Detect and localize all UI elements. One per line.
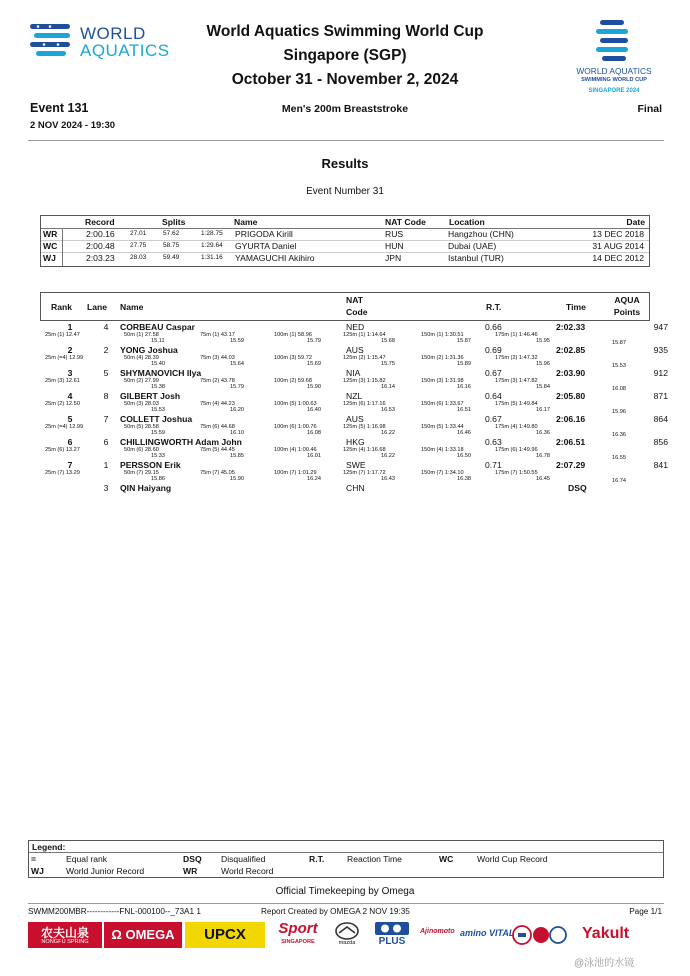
lap-split: 16.10 (230, 430, 244, 436)
athlete-points: 841 (653, 460, 668, 470)
split-75m: 75m (1) 43.17 (200, 332, 235, 338)
split-25m: 25m (=4) 12.99 (45, 424, 84, 430)
split-100m: 100m (1) 58.96 (274, 332, 312, 338)
rec-header-line (41, 228, 649, 229)
athlete-time: 2:06.16 (556, 414, 586, 424)
athlete-rank: 5 (67, 414, 73, 424)
split-25m: 25m (2) 12.50 (45, 401, 80, 407)
split-150m: 150m (6) 1:33.67 (421, 401, 464, 407)
sponsor-nongfu (28, 922, 102, 948)
split-125m: 125m (1) 1:14.64 (343, 332, 386, 338)
athlete-points: 871 (653, 391, 668, 401)
lap-split: 16.16 (457, 384, 471, 390)
sponsor-plus-text: PLUS (378, 936, 406, 947)
lap-split: 16.20 (230, 407, 244, 413)
meet-dates: October 31 - November 2, 2024 (231, 71, 459, 88)
split-125m: 125m (7) 1:17.72 (343, 470, 386, 476)
record-s1: 27.75 (130, 242, 147, 249)
split-25m: 25m (6) 13.27 (45, 447, 80, 453)
legend-code: WR (183, 866, 198, 876)
athlete-time: 2:02.33 (556, 322, 586, 332)
legend-code: WJ (31, 866, 44, 876)
record-s2: 59.49 (163, 254, 180, 261)
sponsor-ajinomoto: Ajinomoto (420, 928, 455, 935)
rec-h-date: Date (626, 217, 645, 227)
res-h-points: Points (613, 307, 641, 317)
results-title: Results (321, 156, 369, 171)
res-h-time: Time (566, 302, 586, 312)
record-s3: 1:28.75 (201, 230, 223, 237)
split-50m: 50m (5) 28.58 (124, 424, 159, 430)
lap-split: 16.46 (457, 430, 471, 436)
athlete-nat: HKG (346, 437, 365, 447)
record-s1: 28.03 (130, 254, 147, 261)
world-aquatics-logo-left (28, 20, 188, 62)
athlete-lane: 4 (103, 322, 109, 332)
split-125m: 125m (5) 1:16.98 (343, 424, 386, 430)
athlete-points: 935 (653, 345, 668, 355)
lap-split: 15.90 (307, 384, 321, 390)
lap-split: 15.38 (151, 384, 165, 390)
lap-split: 16.24 (307, 476, 321, 482)
sponsor-mazda (332, 922, 362, 948)
legend-text: World Cup Record (477, 854, 548, 864)
sponsor-nongfu-sub: NONGFU SPRING (41, 939, 89, 945)
split-175m: 175m (7) 1:50.55 (495, 470, 538, 476)
mazda-logo-icon (332, 922, 362, 940)
record-s3: 1:29.64 (201, 242, 223, 249)
lap-split: 16.45 (536, 476, 550, 482)
lap-split: 15.89 (457, 361, 471, 367)
split-50m: 50m (7) 29.15 (124, 470, 159, 476)
split-75m: 75m (7) 45.05 (200, 470, 235, 476)
record-name: YAMAGUCHI Akihiro (235, 253, 315, 263)
report-created: Report Created by OMEGA 2 NOV 19:35 (261, 907, 410, 916)
res-h-code: Code (346, 307, 368, 317)
split-100m: 100m (6) 1:00.76 (274, 424, 317, 430)
meet-location: Singapore (SGP) (283, 47, 407, 64)
athlete-lane: 8 (103, 391, 109, 401)
watermark: @泳池的水镜 (574, 958, 635, 969)
sponsor-emblems (510, 922, 568, 948)
lap-split: 15.53 (612, 363, 626, 369)
record-row-line (41, 240, 649, 241)
split-150m: 150m (5) 1:33.44 (421, 424, 464, 430)
split-175m: 175m (2) 1:47.32 (495, 355, 538, 361)
legend-code: R.T. (309, 854, 325, 864)
lap-split: 15.33 (151, 453, 165, 459)
lap-split: 15.87 (457, 338, 471, 344)
wave-dots-icon (594, 18, 634, 64)
athlete-rt: 0.64 (485, 391, 502, 401)
athlete-lane: 6 (103, 437, 109, 447)
meet-title: World Aquatics Swimming World Cup (206, 23, 484, 40)
lap-split: 16.17 (536, 407, 550, 413)
footer-divider (28, 903, 664, 904)
split-50m: 50m (4) 28.39 (124, 355, 159, 361)
record-s3: 1:31.16 (201, 254, 223, 261)
legend-code: DSQ (183, 854, 202, 864)
event-number-line: Event Number 31 (306, 186, 384, 197)
lap-split: 16.01 (307, 453, 321, 459)
res-h-aqua: AQUA (614, 295, 640, 305)
logo-line1: WORLD (80, 24, 146, 43)
split-50m: 50m (6) 28.60 (124, 447, 159, 453)
split-175m: 175m (6) 1:49.96 (495, 447, 538, 453)
event-date: 2 NOV 2024 - 19:30 (30, 120, 116, 131)
lap-split: 16.08 (307, 430, 321, 436)
split-100m: 100m (5) 1:00.63 (274, 401, 317, 407)
rec-h-splits: Splits (162, 217, 186, 227)
athlete-points: 864 (653, 414, 668, 424)
lap-split: 15.59 (151, 430, 165, 436)
world-cup-logo-right (556, 18, 676, 98)
record-time: 2:00.48 (86, 241, 115, 251)
athlete-rank: 1 (67, 322, 73, 332)
lap-split: 15.96 (536, 361, 550, 367)
rec-h-name: Name (234, 217, 258, 227)
record-type: WC (43, 241, 58, 251)
athlete-name: YONG Joshua (120, 345, 178, 355)
lap-split: 16.74 (612, 478, 626, 484)
athlete-rank: 3 (67, 368, 73, 378)
split-150m: 150m (1) 1:30.51 (421, 332, 464, 338)
lap-split: 16.55 (612, 455, 626, 461)
lap-split: 15.87 (612, 340, 626, 346)
split-175m: 175m (1) 1:46.46 (495, 332, 538, 338)
res-h-rt: R.T. (486, 302, 502, 312)
athlete-rt: 0.67 (485, 414, 502, 424)
record-nat: JPN (385, 253, 402, 263)
athlete-name: GILBERT Josh (120, 391, 181, 401)
lap-split: 16.78 (536, 453, 550, 459)
lap-split: 16.53 (381, 407, 395, 413)
lap-split: 16.14 (381, 384, 395, 390)
record-time: 2:00.16 (86, 229, 115, 239)
split-100m: 100m (3) 59.72 (274, 355, 312, 361)
split-100m: 100m (4) 1:00.46 (274, 447, 317, 453)
rec-h-record: Record (85, 217, 115, 227)
res-h-rank: Rank (51, 302, 73, 312)
report-code: SWMM200MBR------------FNL-000100--_73A1 1 (28, 907, 201, 916)
rec-h-nat: NAT Code (385, 217, 426, 227)
lap-split: 16.43 (381, 476, 395, 482)
record-s2: 58.75 (163, 242, 180, 249)
sponsor-sport (270, 920, 326, 948)
record-location: Dubai (UAE) (448, 241, 497, 251)
athlete-rt: 0.66 (485, 322, 502, 332)
lap-split: 15.40 (151, 361, 165, 367)
split-125m: 125m (4) 1:16.68 (343, 447, 386, 453)
lap-split: 15.59 (230, 338, 244, 344)
lap-split: 16.50 (457, 453, 471, 459)
split-25m: 25m (7) 13.29 (45, 470, 80, 476)
logo-right-line1: WORLD AQUATICS (576, 66, 652, 76)
lap-split: 16.36 (536, 430, 550, 436)
lap-split: 15.69 (307, 361, 321, 367)
record-s1: 27.01 (130, 230, 147, 237)
sponsor-amino: amino VITAL (460, 928, 515, 938)
record-s2: 57.62 (163, 230, 180, 237)
record-location: Hangzhou (CHN) (448, 229, 514, 239)
athlete-rt: 0.63 (485, 437, 502, 447)
athlete-nat: NED (346, 322, 365, 332)
split-50m: 50m (3) 28.03 (124, 401, 159, 407)
split-100m: 100m (7) 1:01.29 (274, 470, 317, 476)
athlete-time: 2:06.51 (556, 437, 586, 447)
record-date: 14 DEC 2012 (592, 253, 644, 263)
record-time: 2:03.23 (86, 253, 115, 263)
dsq-lane: 3 (103, 483, 109, 493)
legend-divider (29, 852, 663, 853)
dsq-nat: CHN (346, 483, 365, 493)
split-125m: 125m (2) 1:15.47 (343, 355, 386, 361)
lap-split: 15.90 (230, 476, 244, 482)
sponsor-sport-text: Sport (278, 920, 318, 937)
split-125m: 125m (3) 1:15.82 (343, 378, 386, 384)
athlete-rt: 0.67 (485, 368, 502, 378)
header-divider (28, 140, 664, 141)
sponsor-upcx: UPCX (185, 922, 265, 948)
dsq-status: DSQ (568, 483, 587, 493)
athlete-name: PERSSON Erik (120, 460, 181, 470)
athlete-rank: 2 (67, 345, 73, 355)
athlete-time: 2:05.80 (556, 391, 586, 401)
sponsor-omega: Ω OMEGA (104, 922, 182, 948)
sponsor-mazda-text: mazda (338, 940, 356, 946)
record-nat: RUS (385, 229, 404, 239)
split-25m: 25m (=4) 12.99 (45, 355, 84, 361)
split-175m: 175m (4) 1:49.80 (495, 424, 538, 430)
record-type: WJ (43, 253, 56, 263)
lap-split: 15.53 (151, 407, 165, 413)
record-type-divider (62, 228, 63, 266)
res-h-name: Name (120, 302, 144, 312)
split-125m: 125m (6) 1:17.16 (343, 401, 386, 407)
lap-split: 16.38 (457, 476, 471, 482)
lap-split: 15.95 (536, 338, 550, 344)
legend-text: Reaction Time (347, 854, 402, 864)
athlete-rank: 6 (67, 437, 73, 447)
athlete-rt: 0.71 (485, 460, 502, 470)
sponsor-plus (373, 920, 411, 948)
res-h-lane: Lane (87, 302, 108, 312)
split-175m: 175m (3) 1:47.82 (495, 378, 538, 384)
athlete-time: 2:03.90 (556, 368, 586, 378)
federation-emblem-icon (510, 922, 568, 948)
athlete-lane: 1 (103, 460, 109, 470)
athlete-nat: SWE (346, 460, 366, 470)
lap-split: 15.11 (151, 338, 165, 344)
split-75m: 75m (2) 43.78 (200, 378, 235, 384)
lap-split: 16.51 (457, 407, 471, 413)
athlete-time: 2:07.29 (556, 460, 586, 470)
event-name: Men's 200m Breaststroke (281, 103, 409, 115)
split-25m: 25m (1) 12.47 (45, 332, 80, 338)
split-75m: 75m (6) 44.68 (200, 424, 235, 430)
event-number: Event 131 (30, 101, 89, 115)
rec-h-location: Location (449, 217, 485, 227)
split-100m: 100m (2) 59.68 (274, 378, 312, 384)
legend-title: Legend: (32, 842, 66, 852)
lap-split: 15.64 (230, 361, 244, 367)
lap-split: 15.75 (381, 361, 395, 367)
athlete-nat: NZL (346, 391, 363, 401)
athlete-rt: 0.69 (485, 345, 502, 355)
sponsor-sport-sub: SINGAPORE (281, 939, 315, 945)
athlete-points: 947 (653, 322, 668, 332)
athlete-name: SHYMANOVICH Ilya (120, 368, 202, 378)
split-150m: 150m (3) 1:31.98 (421, 378, 464, 384)
record-row-line (41, 252, 649, 253)
record-name: PRIGODA Kirill (235, 229, 293, 239)
legend-text: Equal rank (66, 854, 108, 864)
logo-right-line2: SWIMMING WORLD CUP (581, 77, 647, 83)
athlete-rank: 7 (67, 460, 73, 470)
athlete-name: COLLETT Joshua (120, 414, 193, 424)
page-number: Page 1/1 (629, 907, 662, 916)
lap-split: 15.85 (230, 453, 244, 459)
event-phase: Final (637, 103, 662, 115)
split-75m: 75m (5) 44.45 (200, 447, 235, 453)
legend-text: World Record (221, 866, 274, 876)
split-150m: 150m (2) 1:31.36 (421, 355, 464, 361)
m1-logo-icon (373, 920, 411, 936)
logo-right-line3: SINGAPORE 2024 (588, 88, 640, 94)
split-175m: 175m (5) 1:49.84 (495, 401, 538, 407)
sponsor-nongfu-text: 农夫山泉 (40, 926, 89, 940)
sponsor-yakult: Yakult (582, 925, 630, 942)
athlete-rank: 4 (67, 391, 73, 401)
athlete-points: 912 (653, 368, 668, 378)
split-150m: 150m (4) 1:33.18 (421, 447, 464, 453)
lap-split: 16.08 (612, 386, 626, 392)
athlete-nat: AUS (346, 345, 364, 355)
record-type: WR (43, 229, 58, 239)
results-header (40, 292, 650, 321)
athlete-nat: AUS (346, 414, 364, 424)
logo-line2: AQUATICS (80, 41, 170, 60)
record-nat: HUN (385, 241, 404, 251)
split-150m: 150m (7) 1:34.10 (421, 470, 464, 476)
lap-split: 15.68 (381, 338, 395, 344)
athlete-lane: 5 (103, 368, 109, 378)
legend-code: WC (439, 854, 454, 864)
record-date: 31 AUG 2014 (592, 241, 644, 251)
lap-split: 16.22 (381, 430, 395, 436)
record-location: Istanbul (TUR) (448, 253, 504, 263)
timekeeping: Official Timekeeping by Omega (275, 886, 415, 897)
record-date: 13 DEC 2018 (592, 229, 644, 239)
split-50m: 50m (1) 27.58 (124, 332, 159, 338)
split-50m: 50m (2) 27.99 (124, 378, 159, 384)
split-75m: 75m (4) 44.23 (200, 401, 235, 407)
legend-text: Disqualified (221, 854, 266, 864)
lap-split: 15.84 (536, 384, 550, 390)
lap-split: 15.79 (230, 384, 244, 390)
athlete-lane: 2 (103, 345, 109, 355)
athlete-name: CHILLINGWORTH Adam John (120, 437, 242, 447)
legend-text: World Junior Record (66, 866, 145, 876)
athlete-name: CORBEAU Caspar (120, 322, 195, 332)
wave-dots-icon (28, 20, 76, 60)
legend-code: = (31, 854, 37, 864)
athlete-time: 2:02.85 (556, 345, 586, 355)
split-25m: 25m (3) 12.61 (45, 378, 80, 384)
lap-split: 16.22 (381, 453, 395, 459)
athlete-lane: 7 (103, 414, 109, 424)
record-name: GYURTA Daniel (235, 241, 297, 251)
lap-split: 15.79 (307, 338, 321, 344)
lap-split: 16.40 (307, 407, 321, 413)
athlete-nat: NIA (346, 368, 361, 378)
lap-split: 16.36 (612, 432, 626, 438)
lap-split: 15.96 (612, 409, 626, 415)
res-h-nat: NAT (346, 295, 364, 305)
lap-split: 15.86 (151, 476, 165, 482)
dsq-name: QIN Haiyang (120, 483, 172, 493)
split-75m: 75m (3) 44.03 (200, 355, 235, 361)
athlete-points: 856 (653, 437, 668, 447)
